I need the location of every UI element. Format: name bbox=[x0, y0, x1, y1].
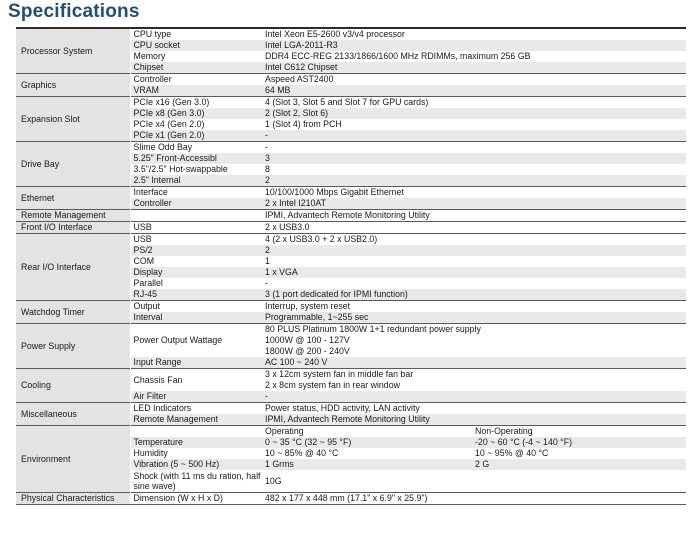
spec-label: Remote Management bbox=[130, 414, 262, 426]
category-watchdog-timer: Watchdog Timer bbox=[16, 301, 130, 324]
spec-value-non-operating bbox=[472, 470, 686, 493]
spec-value: 3 (1 port dedicated for IPMI function) bbox=[262, 289, 686, 301]
spec-label: Parallel bbox=[130, 278, 262, 289]
spec-label: Chipset bbox=[130, 62, 262, 74]
spec-value-non-operating: 2 G bbox=[472, 459, 686, 470]
spec-value: 80 PLUS Platinum 1800W 1+1 redundant power supply bbox=[262, 324, 686, 336]
spec-value: - bbox=[262, 391, 686, 403]
specifications-table bbox=[16, 27, 686, 505]
category-graphics: Graphics bbox=[16, 74, 130, 97]
category-drive-bay: Drive Bay bbox=[16, 142, 130, 187]
spec-value-non-operating: 10 ~ 95% @ 40 °C bbox=[475, 448, 549, 458]
spec-label: Interval bbox=[130, 312, 262, 324]
spec-value: 2 bbox=[262, 245, 686, 256]
category-miscellaneous: Miscellaneous bbox=[16, 403, 130, 426]
spec-label: PCIe x8 (Gen 3.0) bbox=[130, 108, 262, 119]
table-row bbox=[16, 426, 686, 438]
table-row bbox=[16, 493, 686, 505]
table-row bbox=[16, 234, 686, 246]
spec-label: 2.5" Internal bbox=[130, 175, 262, 187]
spec-value: 0 ~ 35 °C (32 ~ 95 °F) bbox=[262, 437, 472, 448]
spec-label: PS/2 bbox=[130, 245, 262, 256]
spec-value: Intel C612 Chipset bbox=[262, 62, 686, 74]
spec-label: Controller bbox=[130, 74, 262, 86]
non-operating-header: Non-Operating bbox=[472, 426, 686, 438]
spec-label: 5.25" Front-Accessibl bbox=[130, 153, 262, 164]
spec-value: Programmable, 1~255 sec bbox=[262, 312, 686, 324]
spec-label: LED Indicators bbox=[130, 403, 262, 415]
spec-label: USB bbox=[130, 222, 262, 234]
spec-label: RJ-45 bbox=[130, 289, 262, 301]
category-processor-system: Processor System bbox=[16, 28, 130, 74]
spec-value: 2 bbox=[262, 175, 686, 187]
spec-value: 8 bbox=[265, 164, 270, 174]
table-row bbox=[16, 210, 686, 222]
spec-label bbox=[130, 426, 262, 438]
spec-label: Output bbox=[130, 301, 262, 313]
spec-value: - bbox=[262, 130, 686, 142]
spec-label: Temperature bbox=[130, 437, 262, 448]
spec-value: Intel LGA-2011-R3 bbox=[262, 40, 686, 51]
page-title: Specifications bbox=[8, 1, 140, 22]
spec-label: CPU type bbox=[130, 28, 262, 40]
spec-value: 1800W @ 200 - 240V bbox=[265, 346, 350, 356]
spec-label: 3.5"/2.5" Hot-swappable bbox=[130, 164, 262, 175]
spec-value: 1 bbox=[265, 256, 270, 266]
spec-label: Humidity bbox=[130, 448, 262, 459]
table-row bbox=[16, 28, 686, 40]
table-row bbox=[16, 324, 686, 336]
spec-value: 10/100/1000 Mbps Gigabit Ethernet bbox=[262, 187, 686, 199]
category-cooling: Cooling bbox=[16, 369, 130, 403]
table-row bbox=[16, 74, 686, 86]
spec-value: 482 x 177 x 448 mm (17.1" x 6.9" x 25.9") bbox=[262, 493, 686, 505]
spec-value: 1000W @ 100 - 127V bbox=[265, 335, 350, 345]
spec-value: Aspeed AST2400 bbox=[262, 74, 686, 86]
spec-label: Power Output Wattage bbox=[130, 324, 262, 358]
category-physical-characteristics: Physical Characteristics bbox=[16, 493, 130, 505]
spec-label: PCIe x1 (Gen 2.0) bbox=[130, 130, 262, 142]
spec-value: - bbox=[265, 278, 268, 288]
spec-value: DDR4 ECC-REG 2133/1866/1600 MHz RDIMMs, maximum 256 GB bbox=[265, 51, 531, 61]
spec-label: PCIe x16 (Gen 3.0) bbox=[130, 97, 262, 109]
spec-label: Interface bbox=[130, 187, 262, 199]
spec-value: 2 x Intel I210AT bbox=[262, 198, 686, 210]
spec-label: Air Filter bbox=[130, 391, 262, 403]
spec-value: Intel Xeon E5-2600 v3/v4 processor bbox=[262, 28, 686, 40]
spec-value: 4 (Slot 3, Slot 5 and Slot 7 for GPU cards) bbox=[262, 97, 686, 109]
spec-value: 2 x 8cm system fan in rear window bbox=[265, 380, 400, 390]
spec-label: COM bbox=[130, 256, 262, 267]
category-expansion-slot: Expansion Slot bbox=[16, 97, 130, 142]
spec-label: Controller bbox=[130, 198, 262, 210]
spec-value: 1 (Slot 4) from PCH bbox=[265, 119, 342, 129]
category-remote-management: Remote Management bbox=[16, 210, 130, 222]
spec-label: VRAM bbox=[130, 85, 262, 97]
operating-header: Operating bbox=[262, 426, 472, 438]
spec-value: 1 Grms bbox=[262, 459, 472, 470]
spec-value: Power status, HDD activity, LAN activity bbox=[262, 403, 686, 415]
table-row bbox=[16, 187, 686, 199]
category-ethernet: Ethernet bbox=[16, 187, 130, 210]
spec-label: Display bbox=[130, 267, 262, 278]
table-row bbox=[16, 301, 686, 313]
spec-value-non-operating: -20 ~ 60 °C (-4 ~ 140 °F) bbox=[472, 437, 686, 448]
spec-value: 64 MB bbox=[262, 85, 686, 97]
spec-value: 3 x 12cm system fan in middle fan bar bbox=[262, 369, 686, 381]
category-rear-io-interface: Rear I/O Interface bbox=[16, 234, 130, 301]
spec-value: 3 bbox=[262, 153, 686, 164]
spec-value: - bbox=[262, 142, 686, 154]
spec-value: 4 (2 x USB3.0 + 2 x USB2.0) bbox=[262, 234, 686, 246]
spec-label bbox=[130, 210, 262, 222]
spec-label: Memory bbox=[130, 51, 262, 62]
table-row bbox=[16, 222, 686, 234]
spec-label: Vibration (5 ~ 500 Hz) bbox=[130, 459, 262, 470]
spec-value: 1 x VGA bbox=[262, 267, 686, 278]
category-environment: Environment bbox=[16, 426, 130, 493]
spec-label: Dimension (W x H x D) bbox=[130, 493, 262, 505]
spec-label: PCIe x4 (Gen 2.0) bbox=[130, 119, 262, 130]
table-row bbox=[16, 97, 686, 109]
spec-value: IPMI, Advantech Remote Monitoring Utility bbox=[262, 414, 686, 426]
table-row bbox=[16, 403, 686, 415]
table-row bbox=[16, 142, 686, 154]
spec-value: 2 (Slot 2, Slot 6) bbox=[262, 108, 686, 119]
spec-value: 10G bbox=[265, 475, 282, 486]
spec-value: AC 100 ~ 240 V bbox=[262, 357, 686, 369]
spec-label: Chassis Fan bbox=[130, 369, 262, 392]
spec-value: 10 ~ 85% @ 40 °C bbox=[265, 448, 339, 458]
category-front-io-interface: Front I/O Interface bbox=[16, 222, 130, 234]
spec-label: Slime Odd Bay bbox=[130, 142, 262, 154]
spec-label: Input Range bbox=[130, 357, 262, 369]
spec-label: USB bbox=[130, 234, 262, 246]
table-row bbox=[16, 369, 686, 381]
spec-value: 2 x USB3.0 bbox=[262, 222, 686, 234]
spec-value: IPMI, Advantech Remote Monitoring Utility bbox=[262, 210, 686, 222]
spec-label: Shock (with 11 ms du ration, half sine wave) bbox=[130, 470, 262, 493]
spec-label: CPU socket bbox=[130, 40, 262, 51]
category-power-supply: Power Supply bbox=[16, 324, 130, 369]
spec-value: Interrup, system reset bbox=[262, 301, 686, 313]
